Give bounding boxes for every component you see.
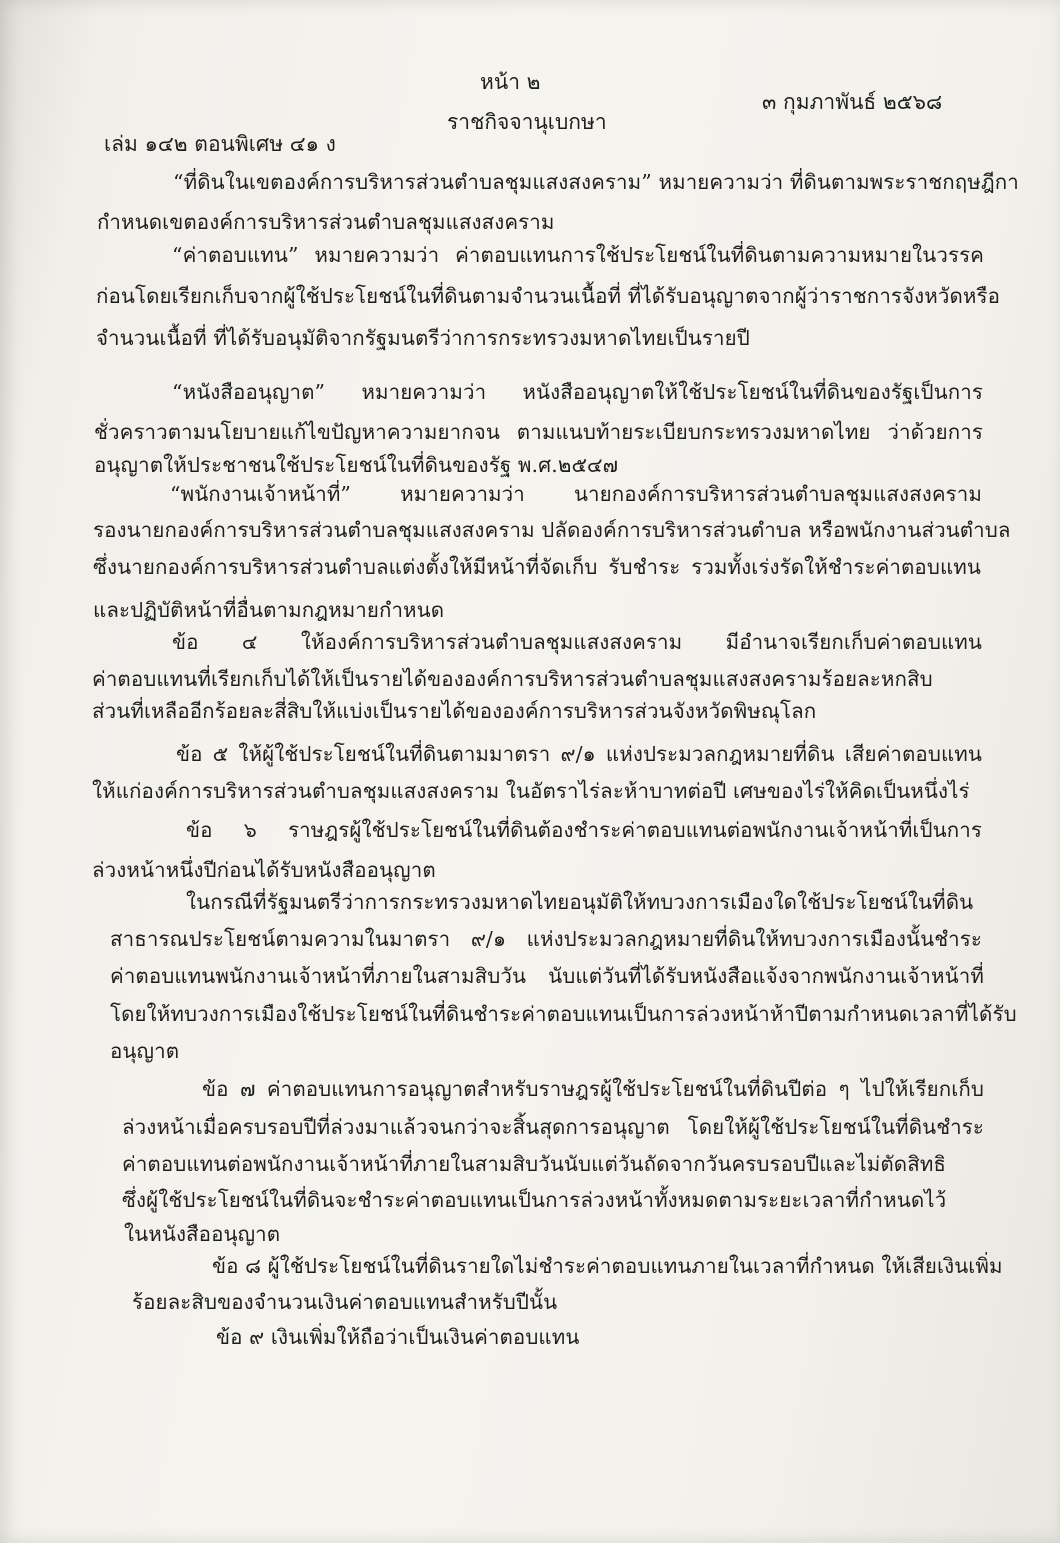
text-line: ข้อ ๔ ให้องค์การบริหารส่วนตำบลชุมแสงสงคราม มีอำนาจเรียกเก็บค่าตอบแทน <box>172 630 982 654</box>
journal-name: ราชกิจจานุเบกษา <box>447 110 607 134</box>
text-line: ซึ่งผู้ใช้ประโยชน์ในที่ดินจะชำระค่าตอบแทนเป็นการล่วงหน้าทั้งหมดตามระยะเวลาที่กำหนดไว้ <box>122 1188 947 1212</box>
publication-date: ๓ กุมภาพันธ์ ๒๕๖๘ <box>762 90 943 114</box>
text-line: อนุญาต <box>110 1039 180 1063</box>
text-line: รองนายกองค์การบริหารส่วนตำบลชุมแสงสงคราม ปลัดองค์การบริหารส่วนตำบล หรือพนักงานส่วนตำบล <box>93 518 1011 542</box>
text-line: สาธารณประโยชน์ตามความในมาตรา ๙/๑ แห่งประมวลกฎหมายที่ดินให้ทบวงการเมืองนั้นชำระ <box>110 927 982 951</box>
text-line: ร้อยละสิบของจำนวนเงินค่าตอบแทนสำหรับปีนั้น <box>132 1290 558 1314</box>
text-line: “ค่าตอบแทน” หมายความว่า ค่าตอบแทนการใช้ประโยชน์ในที่ดินตามความหมายในวรรค <box>172 243 984 267</box>
text-line: ในกรณีที่รัฐมนตรีว่าการกระทรวงมหาดไทยอนุมัติให้ทบวงการเมืองใดใช้ประโยชน์ในที่ดิน <box>186 890 974 914</box>
text-line: และปฏิบัติหน้าที่อื่นตามกฎหมายกำหนด <box>93 598 445 622</box>
text-line: ข้อ ๘ ผู้ใช้ประโยชน์ในที่ดินรายใดไม่ชำระค่าตอบแทนภายในเวลาที่กำหนด ให้เสียเงินเพิ่ม <box>212 1254 1003 1278</box>
volume-issue: เล่ม ๑๔๒ ตอนพิเศษ ๔๑ ง <box>104 132 336 156</box>
text-line: ข้อ ๙ เงินเพิ่มให้ถือว่าเป็นเงินค่าตอบแทน <box>216 1325 580 1349</box>
text-line: “พนักงานเจ้าหน้าที่” หมายความว่า นายกองค์การบริหารส่วนตำบลชุมแสงสงคราม <box>170 482 982 506</box>
text-line: “หนังสืออนุญาต” หมายความว่า หนังสืออนุญาตให้ใช้ประโยชน์ในที่ดินของรัฐเป็นการ <box>172 380 983 404</box>
text-line: “ที่ดินในเขตองค์การบริหารส่วนตำบลชุมแสงสงคราม” หมายความว่า ที่ดินตามพระราชกฤษฎีกา <box>173 170 1019 194</box>
text-line: ให้แก่องค์การบริหารส่วนตำบลชุมแสงสงคราม ในอัตราไร่ละห้าบาทต่อปี เศษของไร่ให้คิดเป็นหนึ่งไร่ <box>92 779 970 803</box>
text-line: ก่อนโดยเรียกเก็บจากผู้ใช้ประโยชน์ในที่ดินตามจำนวนเนื้อที่ ที่ได้รับอนุญาตจากผู้ว่าราชการจังหวัดหรือ <box>96 284 1001 308</box>
text-line: ข้อ ๕ ให้ผู้ใช้ประโยชน์ในที่ดินตามมาตรา ๙/๑ แห่งประมวลกฎหมายที่ดิน เสียค่าตอบแทน <box>176 742 982 766</box>
text-line: ข้อ ๖ ราษฎรผู้ใช้ประโยชน์ในที่ดินต้องชำระค่าตอบแทนต่อพนักงานเจ้าหน้าที่เป็นการ <box>186 818 982 842</box>
text-line: ซึ่งนายกองค์การบริหารส่วนตำบลแต่งตั้งให้มีหน้าที่จัดเก็บ รับชำระ รวมทั้งเร่งรัดให้ชำระค่าตอบแทน <box>93 555 981 579</box>
text-line: ในหนังสืออนุญาต <box>124 1222 281 1246</box>
text-line: ส่วนที่เหลืออีกร้อยละสี่สิบให้แบ่งเป็นรายได้ขององค์การบริหารส่วนจังหวัดพิษณุโลก <box>92 699 817 723</box>
text-line: โดยให้ทบวงการเมืองใช้ประโยชน์ในที่ดินชำระค่าตอบแทนเป็นการล่วงหน้าห้าปีตามกำหนดเวลาที่ได้รับ <box>110 1002 1017 1026</box>
text-line: ค่าตอบแทนพนักงานเจ้าหน้าที่ภายในสามสิบวัน นับแต่วันที่ได้รับหนังสือแจ้งจากพนักงานเจ้าหน้าที่ <box>110 964 984 988</box>
text-line: อนุญาตให้ประชาชนใช้ประโยชน์ในที่ดินของรัฐ พ.ศ.๒๕๔๗ <box>94 453 619 477</box>
text-line: ชั่วคราวตามนโยบายแก้ไขปัญหาความยากจน ตามแนบท้ายระเบียบกระทรวงมหาดไทย ว่าด้วยการ <box>94 420 983 444</box>
text-line: จำนวนเนื้อที่ ที่ได้รับอนุมัติจากรัฐมนตรีว่าการกระทรวงมหาดไทยเป็นรายปี <box>96 326 750 350</box>
text-line: ข้อ ๗ ค่าตอบแทนการอนุญาตสำหรับราษฎรผู้ใช้ประโยชน์ในที่ดินปีต่อ ๆ ไปให้เรียกเก็บ <box>202 1077 984 1101</box>
text-line: ล่วงหน้าหนึ่งปีก่อนได้รับหนังสืออนุญาต <box>92 858 436 882</box>
text-line: ค่าตอบแทนที่เรียกเก็บได้ให้เป็นรายได้ขององค์การบริหารส่วนตำบลชุมแสงสงครามร้อยละหกสิบ <box>92 667 933 691</box>
text-line: กำหนดเขตองค์การบริหารส่วนตำบลชุมแสงสงคราม <box>97 210 555 234</box>
text-line: ล่วงหน้าเมื่อครบรอบปีที่ล่วงมาแล้วจนกว่าจะสิ้นสุดการอนุญาต โดยให้ผู้ใช้ประโยชน์ในที่ดินชำระ <box>122 1115 984 1139</box>
page-number: หน้า ๒ <box>480 70 541 94</box>
text-line: ค่าตอบแทนต่อพนักงานเจ้าหน้าที่ภายในสามสิบวันนับแต่วันถัดจากวันครบรอบปีและไม่ตัดสิทธิ <box>122 1152 947 1176</box>
